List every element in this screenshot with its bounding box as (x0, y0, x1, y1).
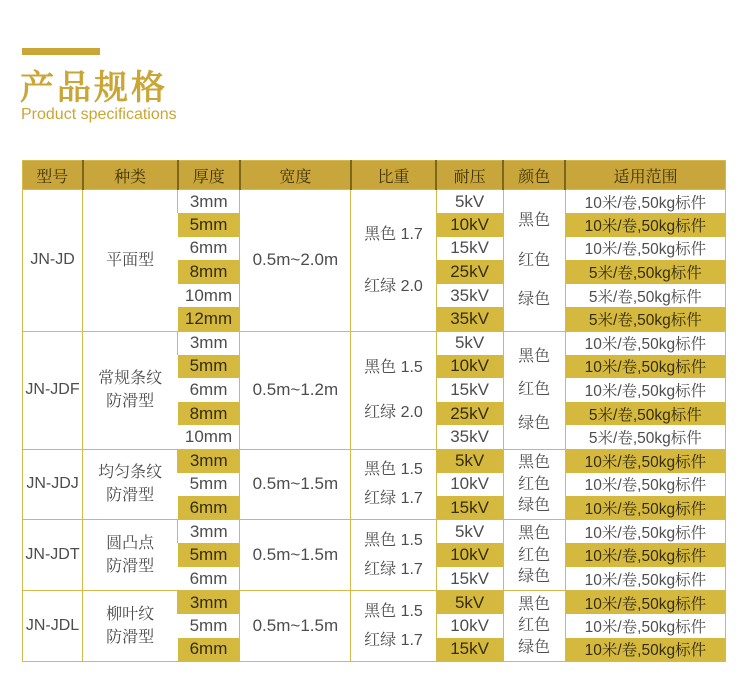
cell-model: JN-JDT (23, 520, 83, 591)
cell-voltage: 10kV (436, 213, 503, 237)
gravity-line: 红绿 1.7 (364, 560, 423, 578)
column-header-3: 宽度 (240, 161, 351, 190)
gravity-line: 红绿 2.0 (364, 403, 423, 421)
type-line: 均匀条纹 (98, 464, 163, 482)
color-stack (504, 451, 565, 518)
cell-voltage: 15kV (436, 567, 503, 591)
cell-range: 10米/卷,50kg标件 (565, 378, 725, 402)
cell-range: 10米/卷,50kg标件 (565, 496, 725, 520)
cell-voltage: 5kV (436, 449, 503, 473)
cell-voltage: 15kV (436, 237, 503, 261)
color-label: 红色 (518, 251, 551, 269)
gravity-line: 黑色 1.5 (364, 359, 423, 377)
type-line: 防滑型 (106, 628, 155, 646)
cell-thickness: 6mm (189, 568, 228, 588)
cell-thickness: 6mm (178, 496, 240, 520)
color-label: 绿色 (518, 290, 551, 308)
accent-bar (22, 48, 100, 55)
cell-range: 10米/卷,50kg标件 (565, 638, 725, 662)
table-row (23, 331, 726, 355)
table-row (23, 591, 726, 615)
cell-voltage: 5kV (436, 520, 503, 544)
cell-type (83, 591, 178, 662)
cell-range: 10米/卷,50kg标件 (565, 567, 725, 591)
type-line: 圆凸点 (106, 535, 155, 553)
gravity-line: 黑色 1.5 (364, 461, 423, 479)
cell-range: 10米/卷,50kg标件 (565, 190, 725, 214)
color-label: 红色 (518, 546, 551, 564)
color-label: 红色 (518, 617, 551, 635)
cell-thickness: 8mm (178, 260, 240, 284)
cell-gravity (351, 190, 436, 332)
cell-range: 10米/卷,50kg标件 (565, 473, 725, 497)
cell-width: 0.5m~1.5m (240, 449, 351, 520)
cell-voltage: 25kV (436, 402, 503, 426)
cell-voltage: 35kV (436, 284, 503, 308)
gravity-line: 黑色 1.7 (364, 225, 423, 243)
gravity-line: 红绿 1.7 (364, 490, 423, 508)
type-line: 柳叶纹 (106, 605, 155, 623)
cell-voltage: 10kV (436, 355, 503, 379)
page-title: 产品规格 (20, 69, 168, 107)
cell-thickness: 5mm (189, 615, 228, 635)
cell-thickness: 3mm (178, 331, 240, 355)
cell-range: 10米/卷,50kg标件 (565, 237, 725, 261)
type-line: 常规条纹 (98, 369, 163, 387)
gravity-stack (351, 333, 435, 447)
cell-thickness: 10mm (184, 426, 233, 446)
cell-thickness: 6mm (178, 638, 240, 662)
cell-range: 5米/卷,50kg标件 (565, 307, 725, 331)
color-label: 黑色 (518, 525, 551, 543)
cell-voltage: 5kV (436, 190, 503, 214)
cell-voltage: 35kV (436, 307, 503, 331)
color-label: 绿色 (518, 414, 551, 432)
color-label: 黑色 (518, 595, 551, 613)
gravity-line: 黑色 1.5 (364, 603, 423, 621)
cell-voltage: 5kV (436, 331, 503, 355)
cell-voltage: 10kV (436, 614, 503, 638)
cell-model: JN-JDJ (23, 449, 83, 520)
column-header-1: 种类 (83, 161, 178, 190)
cell-type (83, 449, 178, 520)
cell-gravity (351, 449, 436, 520)
gravity-stack (351, 451, 435, 518)
cell-thickness: 6mm (189, 238, 228, 258)
cell-type (83, 331, 178, 449)
cell-thickness: 12mm (178, 307, 240, 331)
gravity-line: 红绿 1.7 (364, 631, 423, 649)
table-row (23, 520, 726, 544)
cell-model: JN-JDF (23, 331, 83, 449)
color-stack (504, 191, 565, 329)
color-stack (504, 333, 565, 447)
cell-range: 5米/卷,50kg标件 (565, 260, 725, 284)
gravity-stack (351, 522, 435, 589)
type-line: 防滑型 (106, 487, 155, 505)
cell-thickness: 5mm (178, 213, 240, 237)
cell-range: 10米/卷,50kg标件 (565, 355, 725, 379)
cell-width: 0.5m~2.0m (240, 190, 351, 332)
table-row (23, 190, 726, 214)
cell-width: 0.5m~1.5m (240, 520, 351, 591)
cell-gravity (351, 331, 436, 449)
cell-color (503, 591, 565, 662)
type-line: 防滑型 (106, 558, 155, 576)
cell-voltage: 15kV (436, 638, 503, 662)
cell-range: 5米/卷,50kg标件 (565, 284, 725, 308)
cell-range: 10米/卷,50kg标件 (565, 449, 725, 473)
color-label: 黑色 (518, 454, 551, 472)
cell-range: 5米/卷,50kg标件 (565, 402, 725, 426)
color-label: 绿色 (518, 638, 551, 656)
column-header-7: 适用范围 (565, 161, 725, 190)
cell-thickness: 10mm (184, 285, 233, 305)
column-header-0: 型号 (23, 161, 83, 190)
spec-table (22, 160, 726, 662)
cell-gravity (351, 520, 436, 591)
color-label: 红色 (518, 381, 551, 399)
table-row (23, 449, 726, 473)
color-label: 红色 (518, 475, 551, 493)
cell-voltage: 5kV (436, 591, 503, 615)
cell-type (83, 520, 178, 591)
gravity-line: 红绿 2.0 (364, 277, 423, 295)
spec-table-head (23, 161, 726, 190)
type-line: 防滑型 (106, 393, 155, 411)
cell-voltage: 15kV (436, 496, 503, 520)
color-label: 黑色 (518, 348, 551, 366)
color-label: 绿色 (518, 497, 551, 515)
cell-thickness: 3mm (178, 520, 240, 544)
cell-range: 10米/卷,50kg标件 (565, 520, 725, 544)
cell-range: 10米/卷,50kg标件 (565, 614, 725, 638)
cell-thickness: 3mm (178, 591, 240, 615)
cell-voltage: 10kV (436, 543, 503, 567)
cell-range: 10米/卷,50kg标件 (565, 213, 725, 237)
header-row (23, 161, 726, 190)
cell-range: 10米/卷,50kg标件 (565, 543, 725, 567)
cell-thickness: 5mm (189, 474, 228, 494)
spec-table-body (23, 190, 726, 662)
cell-type (83, 190, 178, 332)
page-subtitle: Product specifications (21, 106, 177, 123)
cell-width: 0.5m~1.2m (240, 331, 351, 449)
cell-color (503, 520, 565, 591)
cell-model: JN-JD (23, 190, 83, 332)
cell-thickness: 6mm (189, 380, 228, 400)
cell-voltage: 10kV (436, 473, 503, 497)
cell-thickness: 3mm (178, 190, 240, 214)
column-header-6: 颜色 (503, 161, 565, 190)
cell-thickness: 8mm (178, 402, 240, 426)
color-stack (504, 593, 565, 660)
column-header-4: 比重 (351, 161, 436, 190)
cell-color (503, 331, 565, 449)
color-label: 黑色 (518, 212, 551, 230)
type-line: 平面型 (106, 251, 155, 269)
cell-voltage: 15kV (436, 378, 503, 402)
cell-range: 10米/卷,50kg标件 (565, 591, 725, 615)
color-stack (504, 522, 565, 589)
cell-gravity (351, 591, 436, 662)
cell-range: 10米/卷,50kg标件 (565, 331, 725, 355)
cell-color (503, 190, 565, 332)
cell-thickness: 5mm (178, 355, 240, 379)
gravity-stack (351, 593, 435, 660)
color-label: 绿色 (518, 568, 551, 586)
cell-voltage: 25kV (436, 260, 503, 284)
gravity-line: 黑色 1.5 (364, 532, 423, 550)
cell-voltage: 35kV (436, 425, 503, 449)
cell-model: JN-JDL (23, 591, 83, 662)
cell-thickness: 5mm (178, 543, 240, 567)
column-header-5: 耐压 (436, 161, 503, 190)
gravity-stack (351, 191, 435, 329)
cell-color (503, 449, 565, 520)
cell-thickness: 3mm (178, 449, 240, 473)
cell-width: 0.5m~1.5m (240, 591, 351, 662)
cell-range: 5米/卷,50kg标件 (565, 425, 725, 449)
column-header-2: 厚度 (178, 161, 240, 190)
